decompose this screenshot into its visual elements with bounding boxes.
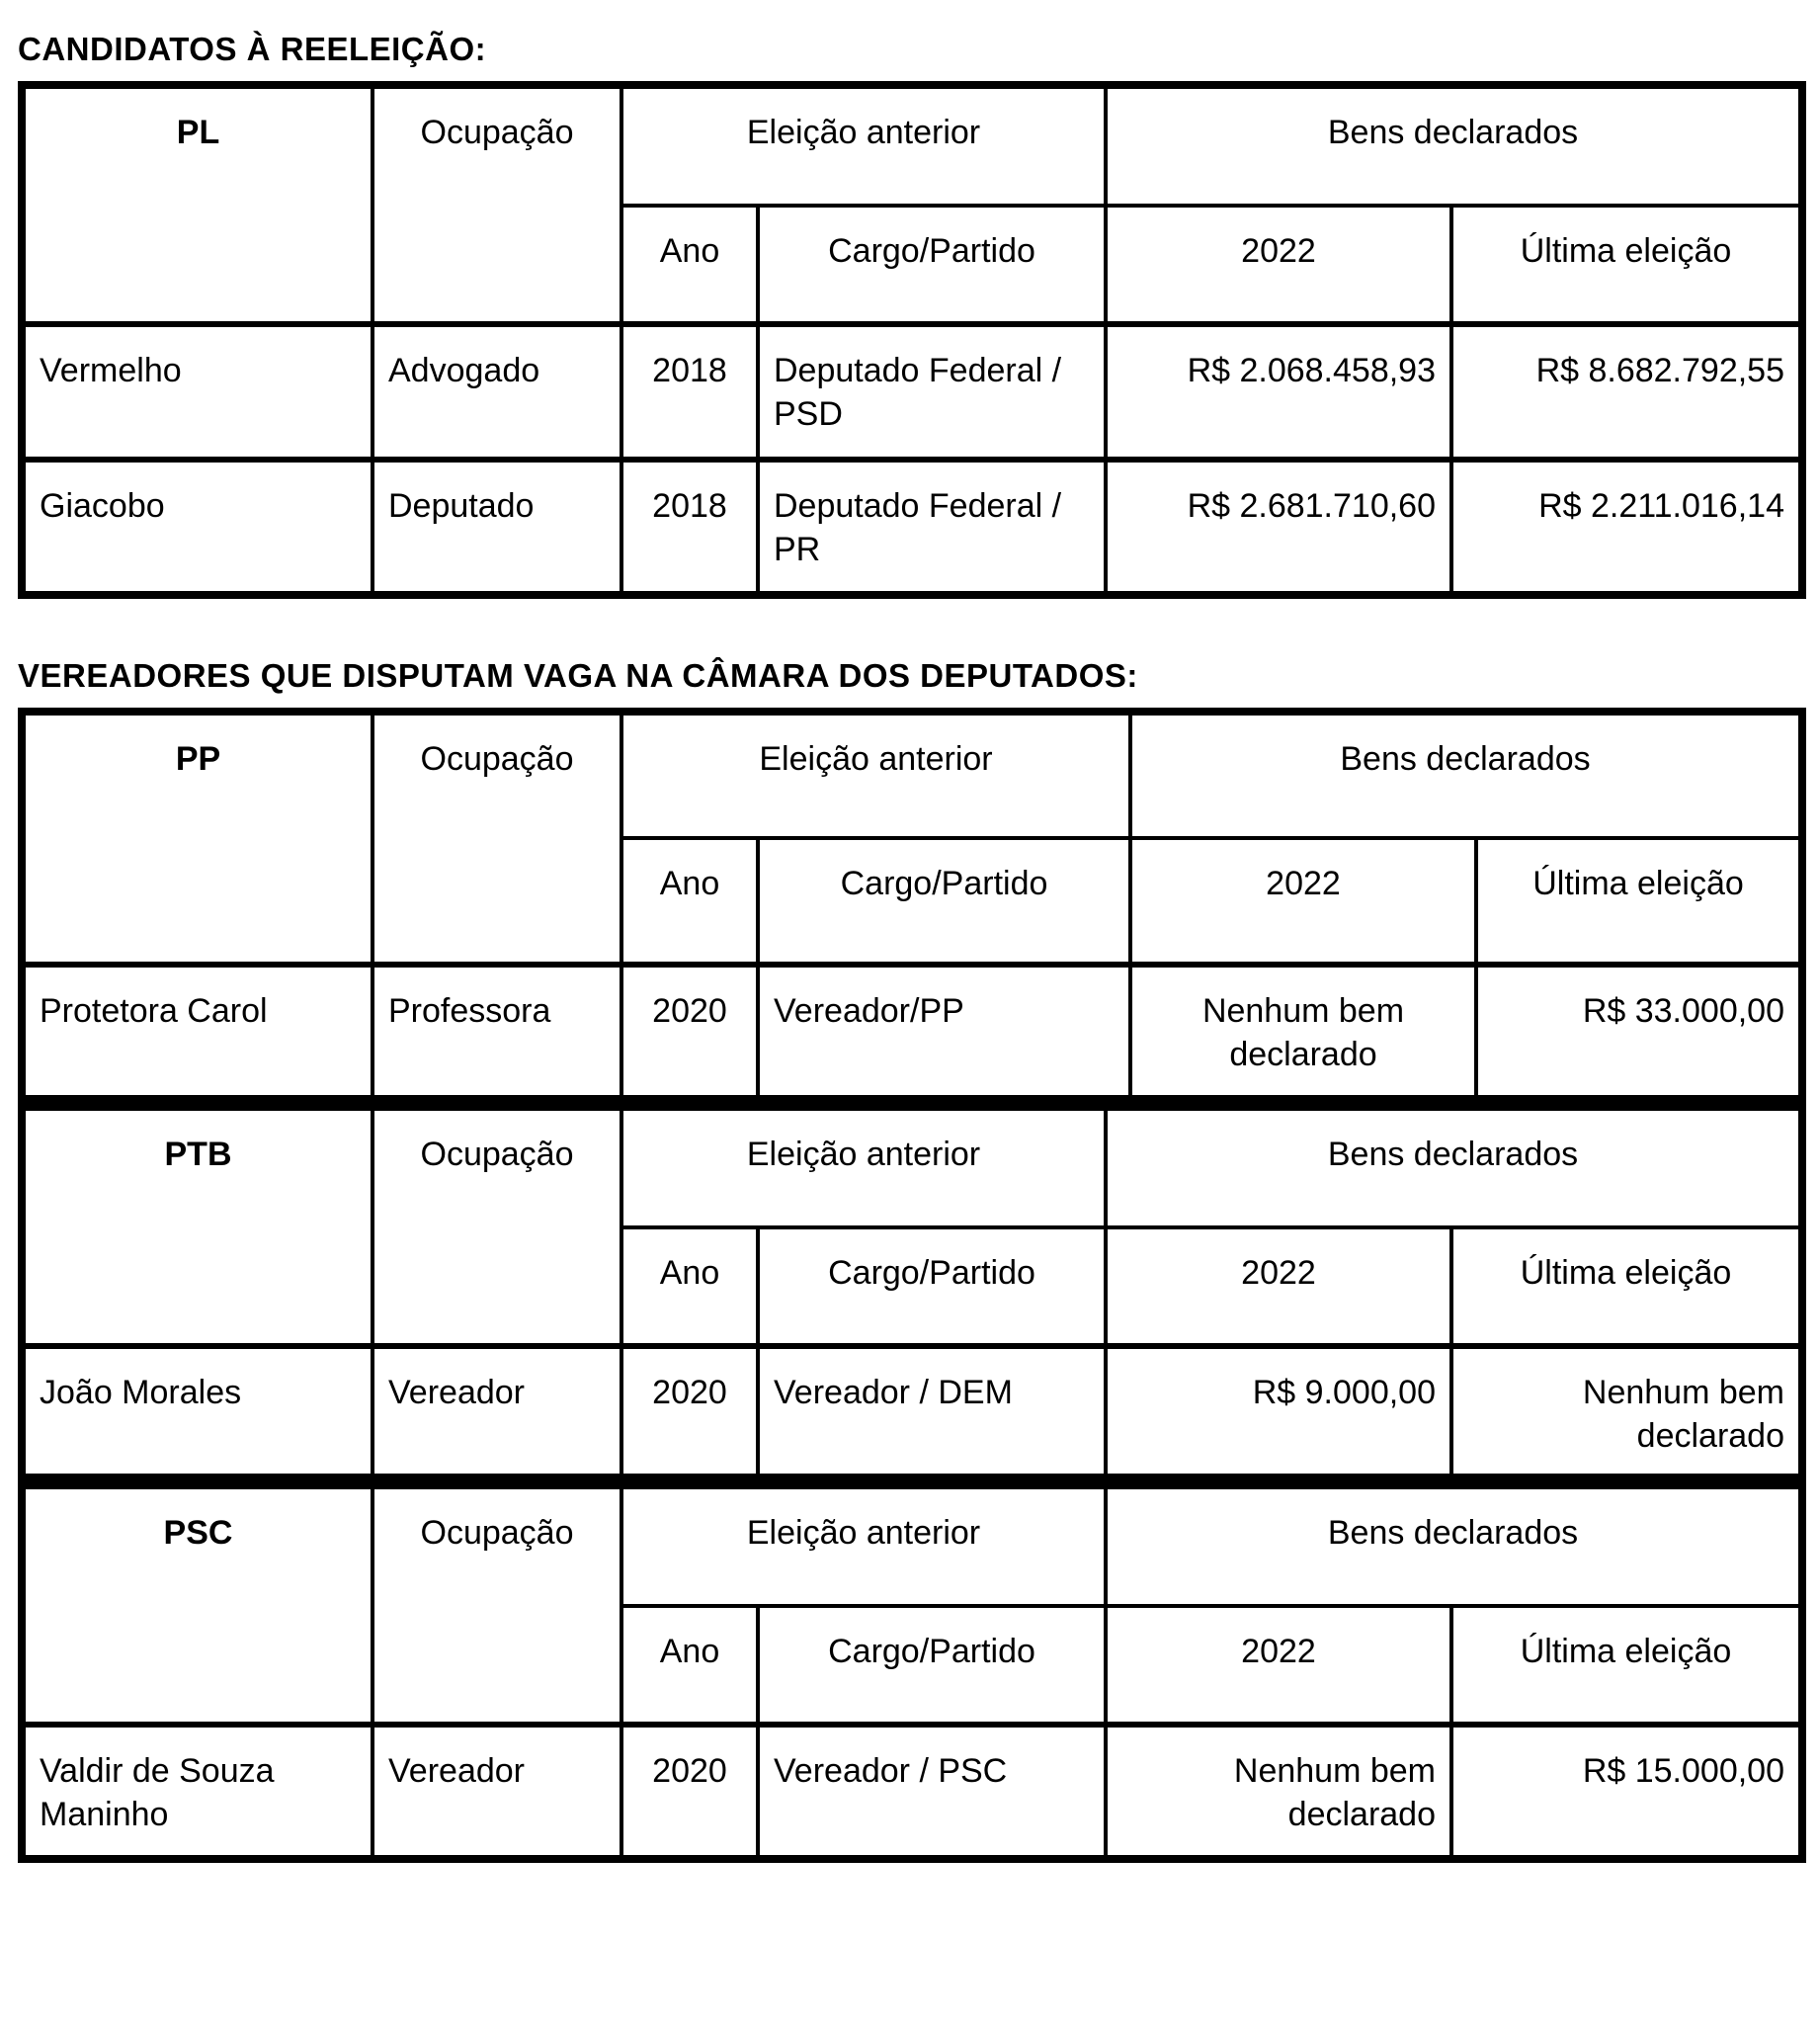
table-psc (18, 1481, 1806, 1863)
cell-occupation: Advogado (372, 324, 621, 460)
cell-name: João Morales (22, 1346, 372, 1477)
cell-assets-last: R$ 2.211.016,14 (1451, 460, 1802, 595)
table-pp (18, 708, 1806, 1103)
header-ano: Ano (621, 838, 758, 965)
header-ano: Ano (621, 1606, 758, 1725)
header-2022: 2022 (1106, 1606, 1451, 1725)
header-party: PSC (22, 1485, 372, 1725)
header-eleicao-anterior: Eleição anterior (621, 1485, 1106, 1606)
cell-year: 2020 (621, 1725, 758, 1859)
header-ultima-eleicao: Última eleição (1451, 1227, 1802, 1346)
header-cargo-partido: Cargo/Partido (758, 838, 1130, 965)
header-cargo-partido: Cargo/Partido (758, 206, 1106, 324)
cell-assets-last: R$ 15.000,00 (1451, 1725, 1802, 1859)
cell-year: 2020 (621, 965, 758, 1099)
table-pl (18, 81, 1806, 599)
header-bens-declarados: Bens declarados (1106, 85, 1802, 206)
section-heading-vereadores: VEREADORES QUE DISPUTAM VAGA NA CÂMARA DOS DEPUTADOS: (18, 657, 1138, 694)
header-ultima-eleicao: Última eleição (1476, 838, 1802, 965)
cell-office-party: Deputado Federal / PSD (758, 324, 1106, 460)
header-ocupacao: Ocupação (372, 1485, 621, 1725)
header-party: PTB (22, 1107, 372, 1346)
cell-occupation: Deputado (372, 460, 621, 595)
header-ano: Ano (621, 206, 758, 324)
cell-year: 2018 (621, 460, 758, 595)
header-party: PL (22, 85, 372, 324)
section-heading-reeleicao: CANDIDATOS À REELEIÇÃO: (18, 31, 487, 67)
table-ptb (18, 1103, 1806, 1481)
cell-name: Protetora Carol (22, 965, 372, 1099)
cell-office-party: Vereador / DEM (758, 1346, 1106, 1477)
header-ultima-eleicao: Última eleição (1451, 1606, 1802, 1725)
table-row (22, 324, 1802, 460)
header-bens-declarados: Bens declarados (1130, 712, 1802, 838)
header-eleicao-anterior: Eleição anterior (621, 85, 1106, 206)
cell-office-party: Vereador/PP (758, 965, 1130, 1099)
header-2022: 2022 (1106, 1227, 1451, 1346)
header-2022: 2022 (1130, 838, 1476, 965)
cell-assets-2022: R$ 2.068.458,93 (1106, 324, 1451, 460)
table-row (22, 1346, 1802, 1477)
header-cargo-partido: Cargo/Partido (758, 1227, 1106, 1346)
cell-assets-last: R$ 33.000,00 (1476, 965, 1802, 1099)
header-party: PP (22, 712, 372, 965)
header-bens-declarados: Bens declarados (1106, 1107, 1802, 1227)
header-eleicao-anterior: Eleição anterior (621, 1107, 1106, 1227)
header-ocupacao: Ocupação (372, 712, 621, 965)
cell-year: 2020 (621, 1346, 758, 1477)
cell-assets-2022: Nenhum bem declarado (1106, 1725, 1451, 1859)
cell-assets-last: R$ 8.682.792,55 (1451, 324, 1802, 460)
cell-year: 2018 (621, 324, 758, 460)
table-row (22, 965, 1802, 1099)
cell-name: Giacobo (22, 460, 372, 595)
cell-assets-2022: R$ 9.000,00 (1106, 1346, 1451, 1477)
table-row (22, 1725, 1802, 1859)
table-row (22, 460, 1802, 595)
header-ano: Ano (621, 1227, 758, 1346)
header-2022: 2022 (1106, 206, 1451, 324)
header-ultima-eleicao: Última eleição (1451, 206, 1802, 324)
header-bens-declarados: Bens declarados (1106, 1485, 1802, 1606)
cell-occupation: Professora (372, 965, 621, 1099)
cell-occupation: Vereador (372, 1725, 621, 1859)
cell-name: Vermelho (22, 324, 372, 460)
cell-office-party: Deputado Federal / PR (758, 460, 1106, 595)
header-eleicao-anterior: Eleição anterior (621, 712, 1130, 838)
cell-name: Valdir de Souza Maninho (22, 1725, 372, 1859)
cell-assets-2022: R$ 2.681.710,60 (1106, 460, 1451, 595)
cell-occupation: Vereador (372, 1346, 621, 1477)
cell-office-party: Vereador / PSC (758, 1725, 1106, 1859)
header-cargo-partido: Cargo/Partido (758, 1606, 1106, 1725)
cell-assets-2022: Nenhum bem declarado (1130, 965, 1476, 1099)
cell-assets-last: Nenhum bem declarado (1451, 1346, 1802, 1477)
header-ocupacao: Ocupação (372, 85, 621, 324)
header-ocupacao: Ocupação (372, 1107, 621, 1346)
